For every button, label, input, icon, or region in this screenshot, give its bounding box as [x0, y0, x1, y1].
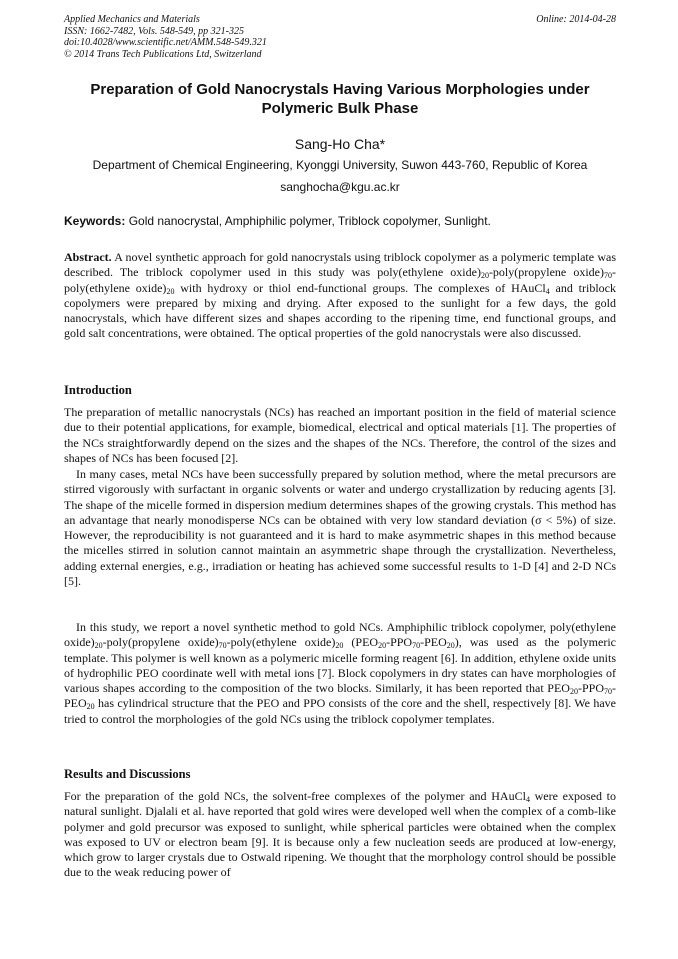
subscript: 20 — [86, 702, 95, 712]
paragraph-text: -PEO — [64, 681, 616, 711]
paragraph-text: In this study, we report a novel synthetic method to gold NCs. Amphiphilic triblock copolymer, poly(ethylene oxide) — [64, 620, 616, 650]
subscript: 20 — [569, 687, 578, 697]
abstract-paragraph — [64, 250, 616, 342]
author-affiliation: Department of Chemical Engineering, Kyonggi University, Suwon 443-760, Republic of Korea — [92, 158, 588, 172]
paragraph-text: were exposed to natural sunlight. Djalali et al. have reported that gold wires were developed well when the complex of a comb-like polymer and gold precursor was exposed to sunlight, while spherical particles were obtained when the complex was exposed to UV or electron beam [9]. It is because only a few nucleation seeds are produced at low-energy, which grow to larger crystals due to Ostwald ripening. We thought that the morphology control should be possible due to the weak reducing power of — [64, 789, 616, 880]
abstract-text: and triblock copolymers were prepared by mixing and drying. After exposed to the sunlight for a few days, the gold nanocrystals, which have different sizes and shapes according to the ripening time, end functional groups, and gold salt concentrations, were obtained. The optical properties of the gold nanocrystals were also discussed. — [64, 280, 617, 341]
results-heading: Results and Discussions — [64, 767, 191, 781]
abstract-text: -poly(propylene oxide) — [488, 265, 604, 280]
intro-paragraph-3 — [64, 620, 616, 727]
paragraph-text: For the preparation of the gold NCs, the solvent-free complexes of the polymer and HAuCl — [64, 789, 526, 803]
intro-paragraph-2 — [64, 467, 616, 589]
subscript: 20 — [335, 641, 344, 651]
doi-line[interactable]: doi:10.4028/www.scientific.net/AMM.548-549.321 — [64, 37, 267, 48]
paragraph-text: has cylindrical structure that the PEO and PPO consists of the core and the shell, respectively [8]. We have tried to control the morphologies of the gold NCs using the triblock copolymer templates. — [64, 696, 616, 726]
copyright-line: © 2014 Trans Tech Publications Ltd, Switzerland — [64, 48, 262, 60]
abstract-text: -poly(ethylene oxide) — [64, 265, 616, 295]
online-date: Online: 2014-04-28 — [536, 14, 616, 25]
abstract-label: Abstract. — [64, 250, 112, 264]
subscript: 20 — [480, 271, 489, 281]
intro-paragraph-1: The preparation of metallic nanocrystals (NCs) has reached an important position in the field of material science due to their potential applications, for example, biomedical, electrical and optical materials [1]. The properties of the NCs straightforwardly depend on the sizes and the shapes of the NCs. Therefore, the control of the sizes and shapes of NCs has been focused [2]. — [64, 405, 616, 465]
paragraph-text: (PEO — [343, 635, 379, 650]
abstract-text: with hydroxy or thiol end-functional groups. The complexes of HAuCl — [174, 280, 546, 295]
intro-paragraph-2-text: In many cases, metal NCs have been successfully prepared by solution method, where the metal precursors are stirred vigorously with surfactant in organic solvents or water and undergo crystallization by reducing agents [3]. The shape of the micelle formed in dispersion medium determines shapes of the growing crystals. This method has an advantage that nearly monodisperse NCs can be obtained with very low standard deviation (σ < 5%) of size. However, the reproducibility is not guaranteed and it is hard to make asymmetric shapes in this method because the micelles stirred in solution cannot maintain an asymmetric shape through the crystallization. Nevertheless, adding external energies, e.g., irradiation or heating has achieved some successful results to 1-D [4] and 2-D NCs [5]. — [64, 467, 616, 589]
introduction-heading: Introduction — [64, 383, 132, 397]
subscript: 4 — [525, 795, 530, 804]
subscript: 20 — [94, 641, 103, 651]
author-email[interactable]: sanghocha@kgu.ac.kr — [280, 180, 400, 194]
subscript: 70 — [412, 641, 421, 651]
author-name: Sang-Ho Cha* — [294, 136, 386, 152]
subscript: 70 — [604, 271, 612, 281]
paragraph-text: -PPO — [577, 681, 604, 696]
subscript: 70 — [218, 641, 227, 651]
journal-header — [64, 14, 616, 60]
subscript: 20 — [378, 641, 387, 651]
subscript: 4 — [545, 286, 550, 296]
keywords-line — [64, 214, 616, 228]
subscript: 20 — [446, 641, 455, 651]
paragraph-text: ), was used as the polymeric template. This polymer is well known as a polymeric micelle forming reagent [6]. In addition, ethylene oxide units of hydrophilic PEO coordinate well with metal ions [7]. Block copolymers in dry states can have morphologies of various shapes according to the composition of the two blocks. Similarly, it has been reported that PEO — [64, 635, 616, 696]
paragraph-text: -PEO — [420, 635, 447, 650]
results-paragraph-1 — [64, 789, 616, 881]
abstract-text: A novel synthetic approach for gold nanocrystals using triblock copolymer as a polymeric template was described. The triblock copolymer used in this study was poly(ethylene oxide) — [64, 250, 616, 280]
subscript: 70 — [604, 687, 612, 697]
keywords-text: Gold nanocrystal, Amphiphilic polymer, Triblock copolymer, Sunlight. — [128, 214, 491, 228]
journal-name: Applied Mechanics and Materials — [64, 14, 200, 25]
paragraph-text: -poly(ethylene oxide) — [226, 635, 336, 650]
paragraph-text: -poly(propylene oxide) — [102, 635, 219, 650]
paper-title: Preparation of Gold Nanocrystals Having Various Morphologies under Polymeric Bulk Phase — [90, 81, 590, 117]
issn-line: ISSN: 1662-7482, Vols. 548-549, pp 321-325 — [64, 25, 244, 37]
subscript: 20 — [166, 286, 175, 296]
paragraph-text: -PPO — [386, 635, 413, 650]
keywords-label: Keywords: — [64, 214, 126, 228]
